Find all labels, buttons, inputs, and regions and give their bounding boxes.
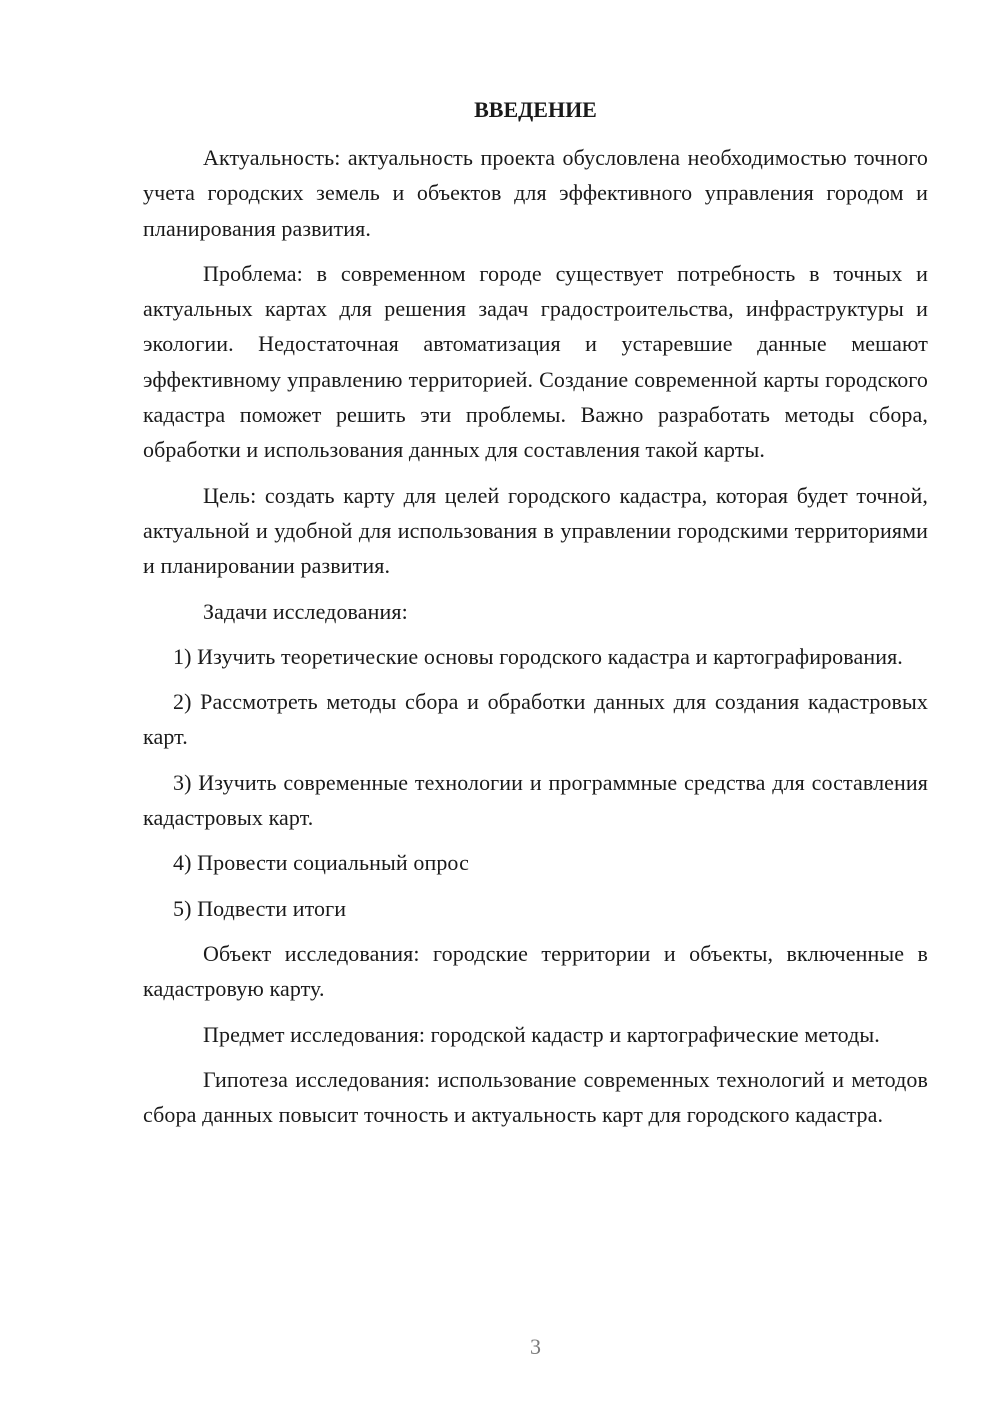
hypothesis-paragraph: Гипотеза исследования: использование современных технологий и методов сбора данных повысит точность и актуальность карт для городского кадастра. (143, 1066, 928, 1128)
problem-paragraph: Проблема: в современном городе существует потребность в точных и актуальных картах для решения задач градостроительства, инфраструктуры и экологии. Недостаточная автоматизация и устаревшие данные мешают эффективному управлению территорией. Создание современной карты городского кадастра поможет решить эти проблемы. Важно разработать методы сбора, обработки и использования данных для составления такой карты. (143, 260, 928, 463)
goal-paragraph: Цель: создать карту для целей городского кадастра, которая будет точной, актуальной и удобной для использования в управлении городскими территориями и планировании развития. (143, 482, 928, 579)
relevance-paragraph: Актуальность: актуальность проекта обусловлена необходимостью точного учета городских земель и объектов для эффективного управления городом и планирования развития. (143, 145, 928, 241)
task-item-3: 3) Изучить современные технологии и программные средства для составления кадастровых карт. (143, 769, 928, 831)
object-paragraph: Объект исследования: городские территории и объекты, включенные в кадастровую карту. (143, 940, 928, 1002)
task-item-2: 2) Рассмотреть методы сбора и обработки данных для создания кадастровых карт. (143, 689, 928, 750)
body-text (143, 140, 928, 1142)
task-item-1: 1) Изучить теоретические основы городского кадастра и картографирования. (173, 643, 903, 669)
task-item-5: 5) Подвести итоги (173, 895, 347, 921)
section-title: ВВЕДЕНИЕ (474, 97, 597, 122)
subject-paragraph: Предмет исследования: городской кадастр и картографические методы. (203, 1021, 880, 1047)
task-item-4: 4) Провести социальный опрос (173, 850, 469, 876)
document-page (143, 0, 928, 1414)
page-number: 3 (530, 1334, 541, 1359)
tasks-heading: Задачи исследования: (203, 598, 408, 624)
